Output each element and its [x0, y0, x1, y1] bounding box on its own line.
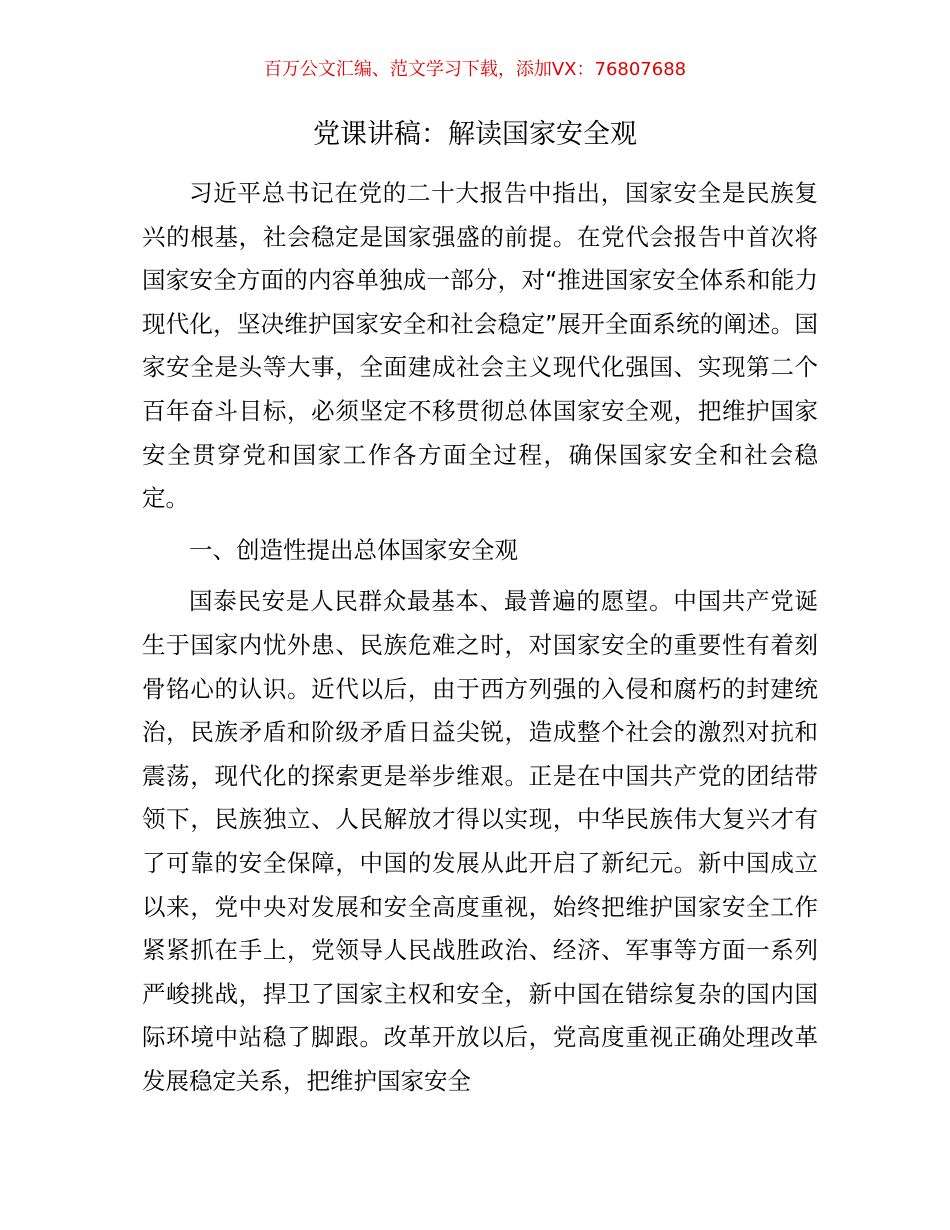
section-heading: 一、创造性提出总体国家安全观 [189, 535, 518, 564]
document-title: 党课讲稿：解读国家安全观 [313, 119, 637, 150]
section-paragraph: 国泰民安是人民群众最基本、最普遍的愿望。中国共产党诞生于国家内忧外患、民族危难之时，对国家安全的重要性有着刻骨铭心的认识。近代以后，由于西方列强的入侵和腐朽的封建统治，民族矛盾和阶级矛盾日益尖锐，造成整个社会的激烈对抗和震荡，现代化的探索更是举步维艰。正是在中国共产党的团结带领下，民族独立、人民解放才得以实现，中华民族伟大复兴才有了可靠的安全保障，中国的发展从此开启了新纪元。新中国成立以来，党中央对发展和安全高度重视，始终把维护国家安全工作紧紧抓在手上，党领导人民战胜政治、经济、军事等方面一系列严峻挑战，捍卫了国家主权和安全，新中国在错综复杂的国内国际环境中站稳了脚跟。改革开放以后，党高度重视正确处理改革发展稳定关系，把维护国家安全 [142, 587, 818, 1095]
intro-paragraph: 习近平总书记在党的二十大报告中指出，国家安全是民族复兴的根基，社会稳定是国家强盛的前提。在党代会报告中首次将国家安全方面的内容单独成一部分，对“推进国家安全体系和能力现代化，坚决维护国家安全和社会稳定”展开全面系统的阐述。国家安全是头等大事，全面建成社会主义现代化强国、实现第二个百年奋斗目标，必须坚定不移贯彻总体国家安全观，把维护国家安全贯穿党和国家工作各方面全过程，确保国家安全和社会稳定。 [142, 179, 818, 513]
document-body [142, 172, 818, 1103]
header-advertisement: 百万公文汇编、范文学习下载，添加VX：76807688 [263, 59, 687, 80]
